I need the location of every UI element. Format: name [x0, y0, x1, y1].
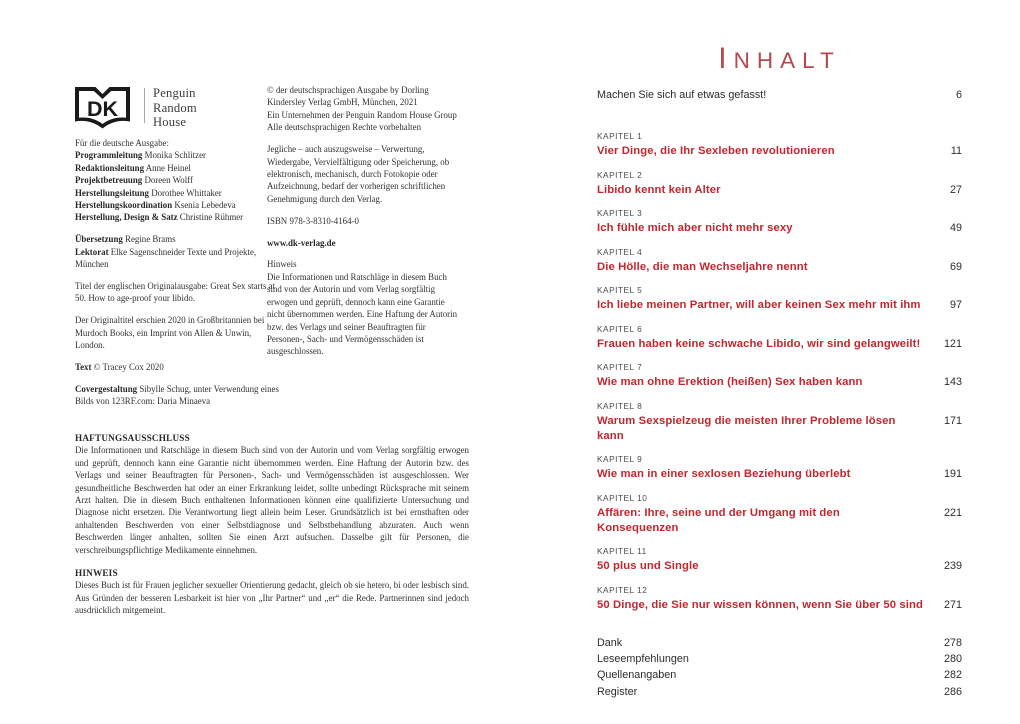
imprint-paragraph	[75, 314, 281, 351]
chapter-title: 50 plus und Single	[597, 560, 699, 572]
chapter-number-label: KAPITEL 10	[597, 492, 648, 503]
text-run: Ein Unternehmen der Penguin Random House Group	[267, 109, 457, 120]
toc-chapter-entry	[597, 285, 962, 313]
imprint-paragraph	[267, 143, 460, 205]
toc-chapter-entry	[597, 454, 962, 482]
text-line	[75, 174, 281, 186]
text-line	[75, 361, 281, 373]
endmatter-page-number: 278	[943, 636, 962, 649]
chapter-page-number: 97	[949, 299, 962, 311]
disclaimer-section	[75, 432, 469, 556]
chapter-title: Ich fühle mich aber nicht mehr sexy	[597, 222, 793, 234]
text-line	[75, 280, 281, 305]
text-run: ISBN 978-3-8310-4164-0	[267, 215, 359, 226]
disclaimer-heading: HAFTUNGSAUSSCHLUSS	[75, 433, 190, 443]
imprint-paragraph	[267, 84, 460, 134]
bold-text-run: Übersetzung	[75, 234, 123, 245]
chapter-title-row	[597, 506, 962, 536]
text-line	[267, 121, 460, 133]
text-line	[75, 187, 281, 199]
text-line	[75, 314, 281, 351]
toc-endmatter-row	[597, 651, 962, 667]
text-run: Die Informationen und Ratschläge in diesem Buch sind von der Autorin und vom Verlag sorgfältig erwogen und geprüft, dennoch kann eine Garantie nicht übernommen werden. Eine Haftung der Autorin bzw. des Verlags und seiner Beauftragten für Personen-, Sach- und Vermögensschäden ist ausgeschlossen.	[267, 271, 458, 357]
wordmark-line: Random	[153, 100, 197, 115]
chapter-page-number: 69	[949, 260, 962, 273]
text-run: Elke Sagenschneider Texte und Projekte, München	[75, 246, 257, 270]
imprint-paragraph	[267, 237, 460, 249]
bold-text-run: Projektbetreuung	[75, 175, 143, 186]
chapter-title-row	[597, 144, 962, 159]
chapter-number-label: KAPITEL 4	[597, 246, 643, 257]
bold-text-run: Redaktionsleitung	[75, 162, 145, 173]
chapter-page-number: 11	[950, 145, 962, 157]
table-of-contents	[597, 88, 962, 700]
text-line	[267, 215, 460, 227]
chapter-number-label: KAPITEL 9	[597, 454, 643, 464]
chapter-title: 50 Dinge, die Sie nur wissen können, wenn Sie über 50 sind	[597, 598, 923, 611]
toc-chapter-entry	[597, 324, 962, 352]
chapter-number-label: KAPITEL 5	[597, 285, 643, 295]
logo-divider	[144, 88, 145, 123]
text-line	[75, 246, 281, 271]
chapter-title-row	[597, 183, 962, 198]
text-line	[75, 149, 281, 161]
text-run: Jegliche – auch auszugsweise – Verwertung, Wiedergabe, Vervielfältigung oder Speicherung, ob elektronisch, mechanisch, durch Fotokopie oder Aufzeichnung, bedarf der vorherigen schriftlichen Genehmigung durch den Verlag.	[267, 144, 450, 204]
imprint-credits-column	[75, 137, 281, 408]
contents-title: INHALT	[718, 42, 841, 75]
bold-text-run: www.dk-verlag.de	[267, 237, 336, 248]
text-run: Dorothee Whittaker	[148, 187, 222, 198]
chapter-title-row	[597, 337, 962, 352]
text-run: Christine Rühmer	[177, 212, 244, 223]
imprint-paragraph	[75, 137, 281, 224]
toc-chapter-entry	[597, 247, 962, 275]
chapter-title-row	[597, 221, 962, 236]
chapter-title: Ich liebe meinen Partner, will aber keinen Sex mehr mit ihm	[597, 299, 921, 311]
chapter-page-number: 121	[943, 337, 962, 350]
text-run: Der Originaltitel erschien 2020 in Großbritannien bei Murdoch Books, ein Imprint von Allen & Unwin, London.	[75, 315, 265, 351]
imprint-paragraph	[75, 361, 281, 373]
endmatter-label: Leseempfehlungen	[597, 652, 689, 665]
endmatter-label: Dank	[597, 636, 623, 649]
chapter-page-number: 143	[943, 376, 962, 388]
chapter-number-label: KAPITEL 6	[597, 323, 643, 334]
chapter-number-label: KAPITEL 1	[597, 131, 643, 141]
toc-intro-row	[597, 88, 962, 102]
chapter-number-label: KAPITEL 11	[597, 546, 647, 556]
text-line	[267, 143, 460, 205]
text-line	[267, 258, 460, 270]
text-run: © der deutschsprachigen Ausgabe by Dorling Kindersley Verlag GmbH, München, 2021	[267, 85, 429, 108]
chapter-title-row	[597, 467, 962, 482]
chapter-title: Frauen haben keine schwache Libido, wir sind gelangweilt!	[597, 337, 921, 350]
toc-intro-label: Machen Sie sich auf etwas gefasst!	[597, 89, 767, 101]
chapter-page-number: 271	[943, 598, 962, 611]
toc-chapter-entry	[597, 208, 962, 236]
chapter-page-number: 27	[949, 183, 962, 196]
chapter-title-row	[597, 260, 962, 275]
text-run: © Tracey Cox 2020	[91, 362, 164, 373]
chapter-number-label: KAPITEL 3	[597, 208, 643, 218]
text-line	[75, 162, 281, 174]
text-run: Für die deutsche Ausgabe:	[75, 138, 169, 148]
endmatter-page-number: 282	[943, 669, 962, 682]
toc-endmatter-row	[597, 667, 962, 683]
wordmark-line: House	[153, 115, 187, 130]
chapter-title: Wie man in einer sexlosen Beziehung überlebt	[597, 468, 851, 480]
toc-chapter-entry	[597, 401, 962, 444]
chapter-title-row	[597, 414, 962, 444]
penguin-random-house-wordmark	[153, 86, 197, 130]
text-run: Monika Schlitzer	[142, 150, 206, 161]
bold-text-run: Lektorat	[75, 246, 109, 257]
toc-chapter-entry	[597, 546, 962, 574]
imprint-copyright-column	[267, 84, 460, 358]
disclaimer-heading: HINWEIS	[75, 568, 118, 579]
imprint-paragraph	[267, 215, 460, 227]
chapter-number-label: KAPITEL 7	[597, 362, 643, 372]
text-line	[267, 271, 460, 358]
text-run: Alle deutschsprachigen Rechte vorbehalten	[267, 122, 422, 133]
bold-text-run: Covergestaltung	[75, 384, 138, 394]
chapter-title-row	[597, 375, 962, 390]
text-line	[75, 199, 281, 211]
toc-chapter-list	[597, 131, 962, 613]
toc-chapter-entry	[597, 493, 962, 536]
toc-chapter-entry	[597, 170, 962, 198]
text-line	[267, 109, 460, 121]
endmatter-label: Quellenangaben	[597, 669, 677, 682]
bold-text-run: Herstellungskoordination	[75, 200, 173, 211]
text-run: Anne Heinel	[144, 162, 191, 173]
dk-open-book-logo-icon	[74, 86, 131, 133]
text-run: Titel der englischen Originalausgabe: Great Sex starts at 50. How to age-proof your libido.	[75, 281, 276, 304]
disclaimer-block	[75, 432, 469, 628]
dk-logo-letters: DK	[86, 97, 119, 121]
chapter-title: Wie man ohne Erektion (heißen) Sex haben kann	[597, 376, 863, 388]
chapter-title-row	[597, 298, 962, 313]
publisher-logo-row	[74, 86, 197, 133]
toc-endmatter-row	[597, 635, 962, 651]
text-run: Sibylle Schug, unter Verwendung eines Bilds von 123RF.com: Daria Minaeva	[75, 384, 279, 407]
bold-text-run: Text	[75, 362, 92, 373]
endmatter-page-number: 280	[943, 652, 962, 665]
text-line	[75, 383, 281, 408]
bold-text-run: Herstellung, Design & Satz	[75, 212, 178, 223]
text-run: Hinweis	[267, 259, 297, 270]
chapter-title: Affären: Ihre, seine und der Umgang mit den Konsequenzen	[597, 506, 840, 534]
chapter-page-number: 239	[943, 560, 962, 572]
disclaimer-body: Die Informationen und Ratschläge in diesem Buch sind von der Autorin und vom Verlag sorgfältig erwogen und geprüft, dennoch kann eine Garantie nicht übernommen werden. Eine Haftung der Autorin bzw. des Verlags und seiner Beauftragten für Personen-, Sach- und Vermögensschäden ist ausgeschlossen. Wer gesundheitliche Beschwerden hat oder an einer Erkrankung leidet, sollte unbedingt Rücksprache mit seinem Arzt halten. Die in diesem Buch enthaltenen Informationen können eine qualifizierte Untersuchung und Diagnose nicht ersetzen. Die Verantwortung liegt allein beim Leser. Grundsätzlich ist bei ernsthaften oder anhaltenden Beschwerden von einer Selbstdiagnose und Selbstbehandlung abzuraten. Auch wenn Beschwerden länger anhalten, sollten Sie einen Arzt aufsuchen. Dasselbe gilt für Personen, die verschreibungspflichtige Medikamente einnehmen.	[75, 445, 469, 555]
text-run: Doreen Wolff	[142, 175, 193, 186]
toc-endmatter-list	[597, 635, 962, 701]
bold-text-run: Programmleitung	[75, 150, 143, 161]
chapter-title-row	[597, 559, 962, 574]
chapter-title: Warum Sexspielzeug die meisten Ihrer Probleme lösen kann	[597, 414, 896, 442]
chapter-title: Libido kennt kein Alter	[597, 183, 721, 196]
text-line	[267, 84, 460, 109]
toc-intro-page-number: 6	[955, 89, 962, 101]
text-run: Regine Brams	[122, 234, 176, 245]
chapter-page-number: 191	[943, 468, 962, 480]
toc-chapter-entry	[597, 362, 962, 390]
chapter-page-number: 171	[943, 414, 962, 427]
imprint-paragraph	[75, 233, 281, 270]
text-run: Ksenia Lebedeva	[172, 200, 236, 211]
disclaimer-body: Dieses Buch ist für Frauen jeglicher sexueller Orientierung gedacht, gleich ob sie hetero, bi oder lesbisch sind. Aus Gründen der besseren Lesbarkeit ist hier von „Ihr Partner“ und „er“ die Rede. Partnerinnen sind jedoch ausdrücklich mitgemeint.	[75, 580, 469, 616]
imprint-paragraph	[75, 280, 281, 305]
disclaimer-section	[75, 567, 469, 617]
imprint-paragraph	[75, 383, 281, 408]
chapter-title: Die Hölle, die man Wechseljahre nennt	[597, 260, 808, 273]
toc-endmatter-row	[597, 684, 962, 700]
text-line	[75, 211, 281, 223]
toc-chapter-entry	[597, 585, 962, 613]
toc-chapter-entry	[597, 131, 962, 159]
wordmark-line: Penguin	[153, 86, 196, 100]
text-line	[75, 233, 281, 245]
text-line	[75, 137, 281, 149]
text-line	[267, 237, 460, 249]
endmatter-page-number: 286	[943, 685, 962, 698]
endmatter-label: Register	[597, 685, 638, 698]
bold-text-run: Herstellungsleitung	[75, 187, 149, 198]
chapter-number-label: KAPITEL 2	[597, 169, 643, 180]
chapter-page-number: 221	[943, 506, 962, 519]
imprint-paragraph	[267, 258, 460, 357]
chapter-title-row	[597, 598, 962, 613]
chapter-title: Vier Dinge, die Ihr Sexleben revolutionieren	[597, 145, 835, 157]
chapter-page-number: 49	[949, 222, 962, 234]
chapter-number-label: KAPITEL 8	[597, 400, 643, 411]
chapter-number-label: KAPITEL 12	[597, 584, 648, 595]
